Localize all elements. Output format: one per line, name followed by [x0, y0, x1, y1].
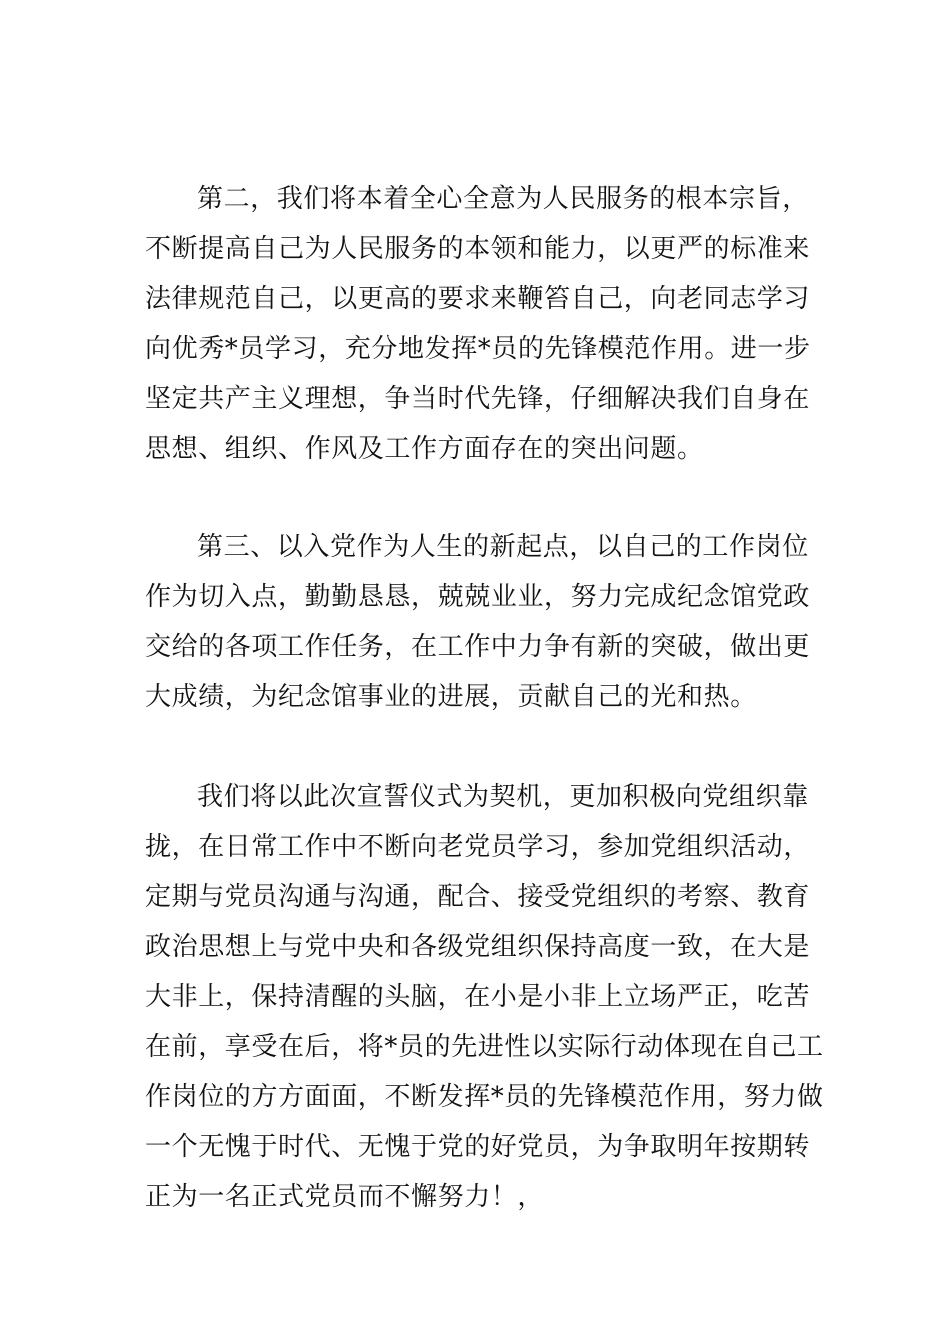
- paragraph-third-point: [145, 522, 810, 722]
- text-line: 一个无愧于时代、无愧于党的好党员，为争取明年按期转: [145, 1132, 811, 1162]
- paragraph-second-point: [145, 174, 810, 474]
- text-line: 在前，享受在后，将*员的先进性以实际行动体现在自己工: [145, 1032, 824, 1062]
- text-line: 法律规范自己，以更高的要求来鞭笞自己，向老同志学习: [145, 284, 811, 314]
- text-line: 作为切入点，勤勤恳恳，兢兢业业，努力完成纪念馆党政: [145, 582, 811, 612]
- text-line: 大非上，保持清醒的头脑，在小是小非上立场严正，吃苦: [145, 982, 811, 1012]
- text-line: 政治思想上与党中央和各级党组织保持高度一致，在大是: [145, 932, 811, 962]
- text-line: 不断提高自己为人民服务的本领和能力，以更严的标准来: [145, 234, 811, 264]
- text-line: 作岗位的方方面面，不断发挥*员的先锋模范作用，努力做: [145, 1082, 824, 1112]
- text-line: 定期与党员沟通与沟通，配合、接受党组织的考察、教育: [145, 882, 811, 912]
- text-line: 坚定共产主义理想，争当时代先锋，仔细解决我们自身在: [145, 384, 811, 414]
- text-line: 思想、组织、作风及工作方面存在的突出问题。: [145, 434, 704, 464]
- text-line: 交给的各项工作任务，在工作中力争有新的突破，做出更: [145, 632, 811, 662]
- text-line: 向优秀*员学习，充分地发挥*员的先锋模范作用。进一步: [145, 334, 811, 364]
- text-line: 正为一名正式党员而不懈努力！，: [145, 1182, 545, 1212]
- text-line: 我们将以此次宣誓仪式为契机，更加积极向党组织靠: [197, 782, 809, 812]
- text-line: 第二，我们将本着全心全意为人民服务的根本宗旨，: [197, 184, 809, 214]
- text-line: 拢，在日常工作中不断向老党员学习，参加党组织活动，: [145, 832, 811, 862]
- paragraph-closing: [145, 772, 824, 1222]
- text-line: 第三、以入党作为人生的新起点，以自己的工作岗位: [197, 532, 809, 562]
- text-line: 大成绩，为纪念馆事业的进展，贡献自己的光和热。: [145, 682, 757, 712]
